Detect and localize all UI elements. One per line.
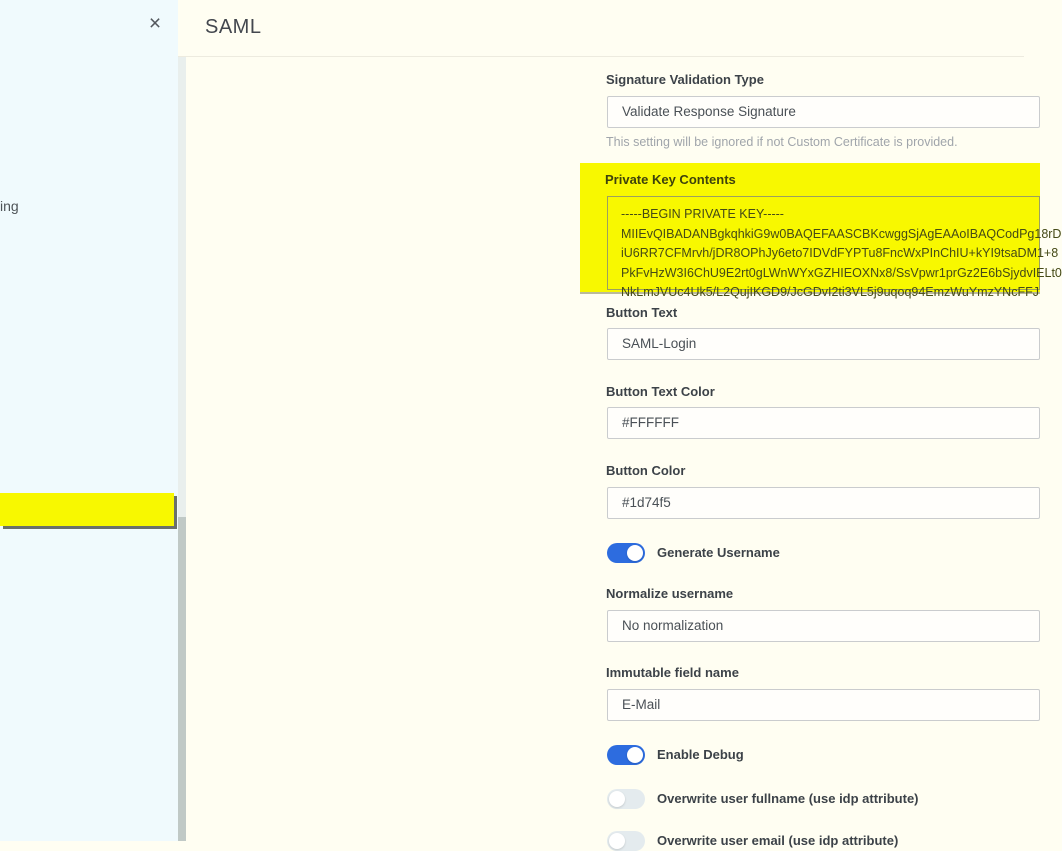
- private-key-label: Private Key Contents: [605, 172, 736, 187]
- scrollbar-track[interactable]: [178, 57, 186, 841]
- immutable-field-select[interactable]: E-Mail: [607, 689, 1040, 721]
- button-color-input[interactable]: #1d74f5: [607, 487, 1040, 519]
- enable-debug-toggle[interactable]: [607, 745, 645, 765]
- immutable-field-label: Immutable field name: [606, 665, 739, 680]
- toggle-knob: [627, 747, 643, 763]
- private-key-textarea[interactable]: [607, 196, 1062, 299]
- button-color-label: Button Color: [606, 463, 686, 478]
- normalize-username-select[interactable]: No normalization: [607, 610, 1040, 642]
- toggle-knob: [609, 791, 625, 807]
- normalize-username-label: Normalize username: [606, 586, 734, 601]
- overwrite-email-label: Overwrite user email (use idp attribute): [657, 833, 899, 848]
- sidebar-item-clipped[interactable]: ing: [0, 198, 19, 214]
- button-text-color-input[interactable]: #FFFFFF: [607, 407, 1040, 439]
- overwrite-fullname-label: Overwrite user fullname (use idp attribute): [657, 791, 919, 806]
- private-key-line: PkFvHzW3I6ChU9E2rt0gLWnWYxGZHIEOXNx8/SsVpwr1prGz2E6bSjydvIELt0: [621, 265, 1062, 280]
- private-key-line: iU6RR7CFMrvh/jDR8OPhJy6eto7IDVdFYPTu8FncWxPInChIU+kYI9tsaDM1+8: [621, 246, 1059, 260]
- button-text-input[interactable]: SAML-Login: [607, 328, 1040, 360]
- sidebar-highlighted-item[interactable]: [0, 493, 174, 526]
- overwrite-email-toggle[interactable]: [607, 831, 645, 851]
- page-title: SAML: [205, 16, 262, 38]
- signature-validation-label: Signature Validation Type: [606, 72, 764, 87]
- button-text-color-label: Button Text Color: [606, 384, 715, 399]
- close-icon[interactable]: ×: [143, 12, 167, 36]
- generate-username-label: Generate Username: [657, 545, 780, 560]
- admin-sidebar-panel: [0, 0, 178, 841]
- signature-validation-helper: This setting will be ignored if not Custom Certificate is provided.: [606, 135, 958, 149]
- settings-header: [178, 0, 1024, 57]
- toggle-knob: [609, 833, 625, 849]
- private-key-line: NkLmJVUc4Uk5/L2QujIKGD9/JcGDvI2ti3VL5j9uqoq94EmzWuYmzYNcFFJ: [621, 285, 1039, 299]
- private-key-line: MIIEvQIBADANBgkqhkiG9w0BAQEFAASCBKcwggSjAgEAAoIBAQCodPg18rD: [621, 226, 1062, 241]
- signature-validation-select[interactable]: Validate Response Signature: [607, 96, 1040, 128]
- scrollbar-thumb[interactable]: [178, 517, 186, 841]
- overwrite-fullname-toggle[interactable]: [607, 789, 645, 809]
- button-text-label: Button Text: [606, 305, 678, 320]
- private-key-line: -----BEGIN PRIVATE KEY-----: [621, 207, 784, 221]
- generate-username-toggle[interactable]: [607, 543, 645, 563]
- enable-debug-label: Enable Debug: [657, 747, 744, 762]
- toggle-knob: [627, 545, 643, 561]
